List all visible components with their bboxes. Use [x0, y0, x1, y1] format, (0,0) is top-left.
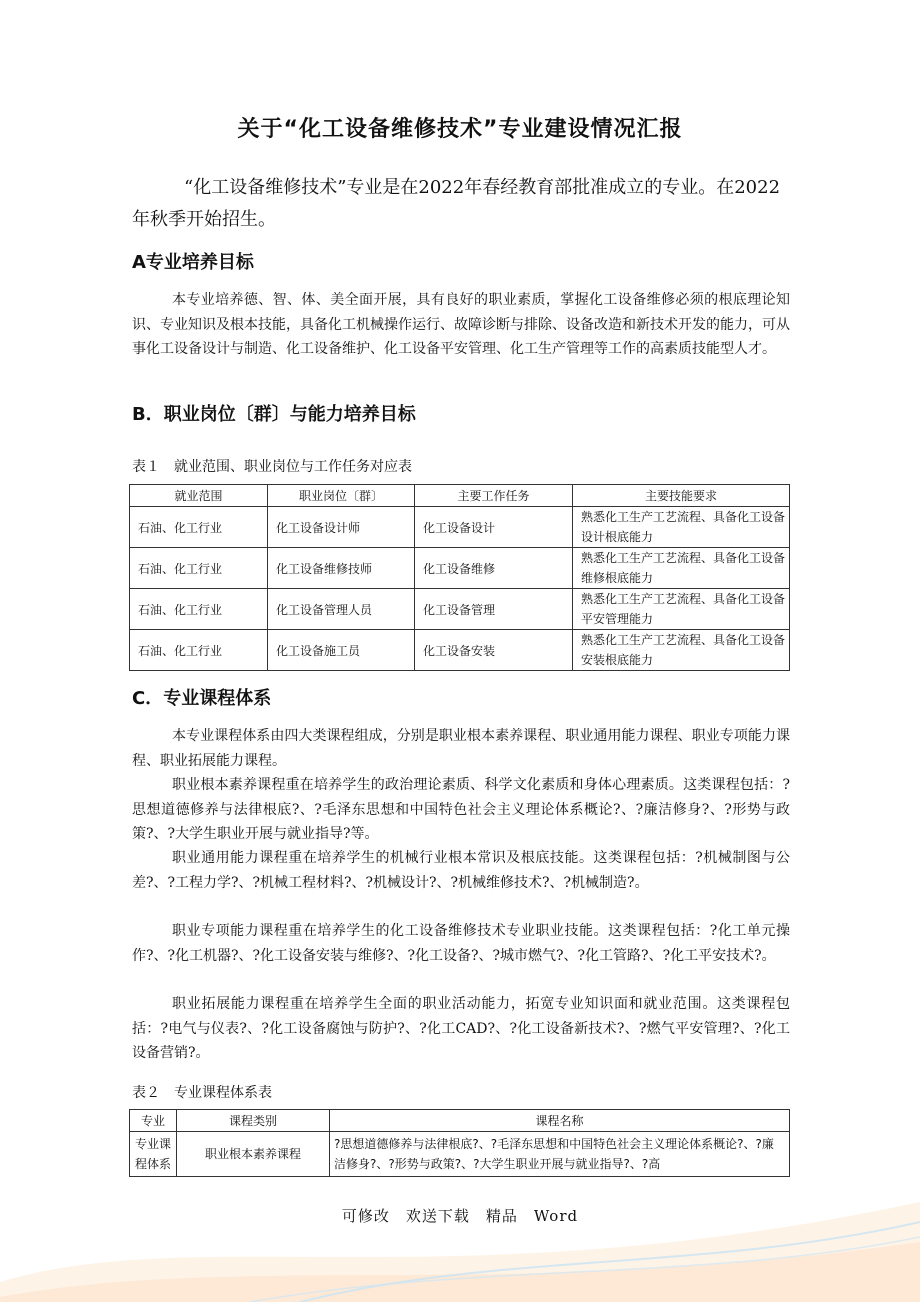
table-cell: 熟悉化工生产工艺流程、具备化工设备维修根底能力: [573, 548, 790, 589]
footer-text: 可修改 欢送下载 精品 Word: [341, 1207, 579, 1225]
table2-caption: 表２ 专业课程体系表: [132, 1085, 272, 1101]
table-header-row: [130, 485, 790, 507]
table-header-cell: 课程名称: [330, 1110, 790, 1132]
intro-paragraph: “化工设备维修技术”专业是在2022年春经教育部批准成立的专业。在2022年秋季开始招生。: [132, 177, 781, 230]
table-header-cell: 职业岗位〔群〕: [268, 485, 415, 507]
table-cell: 熟悉化工生产工艺流程、具备化工设备安装根底能力: [573, 630, 790, 671]
table-header-cell: 主要技能要求: [573, 485, 790, 507]
heading-section-c: C．专业课程体系: [132, 688, 272, 709]
table-cell: 熟悉化工生产工艺流程、具备化工设备平安管理能力: [573, 589, 790, 630]
table-cell: 化工设备设计师: [268, 507, 415, 548]
table-row: [130, 507, 790, 548]
heading-section-b: B．职业岗位〔群〕与能力培养目标: [132, 404, 416, 425]
table-header-cell: 课程类别: [177, 1110, 330, 1132]
table-cell: 化工设备管理: [415, 589, 573, 630]
table-cell: 化工设备施工员: [268, 630, 415, 671]
table-cell: 石油、化工行业: [130, 548, 268, 589]
table1-caption: 表１ 就业范围、职业岗位与工作任务对应表: [132, 459, 412, 475]
table-header-cell: 就业范围: [130, 485, 268, 507]
table-cell: 石油、化工行业: [130, 507, 268, 548]
section-c-paragraph: 职业专项能力课程重在培养学生的化工设备维修技术专业职业技能。这类课程包括：?化工单元操作?、?化工机器?、?化工设备安装与维修?、?化工设备?、?城市燃气?、?化工管路?、?化工平安技术?。: [132, 923, 790, 964]
section-c-paragraph: 本专业课程体系由四大类课程组成，分别是职业根本素养课程、职业通用能力课程、职业专项能力课程、职业拓展能力课程。: [132, 728, 790, 769]
course-system-table: [129, 1109, 790, 1177]
table-row: [130, 589, 790, 630]
employment-table: [129, 484, 790, 671]
section-a-body: 本专业培养德、智、体、美全面开展，具有良好的职业素质，掌握化工设备维修必须的根底理论知识、专业知识及根本技能，具备化工机械操作运行、故障诊断与排除、设备改造和新技术开发的能力，可从事化工设备设计与制造、化工设备维护、化工设备平安管理、化工生产管理等工作的高素质技能型人才。: [132, 292, 790, 357]
table-cell: 化工设备安装: [415, 630, 573, 671]
heading-section-a: A专业培养目标: [132, 252, 254, 273]
decorative-wave-background: [0, 1162, 920, 1302]
table-row: [130, 1132, 790, 1177]
table-header-cell: 专业: [130, 1110, 177, 1132]
section-c-paragraph: 职业通用能力课程重在培养学生的机械行业根本常识及根底技能。这类课程包括：?机械制图与公差?、?工程力学?、?机械工程材料?、?机械设计?、?机械维修技术?、?机械制造?。: [132, 850, 790, 891]
table-cell: 石油、化工行业: [130, 589, 268, 630]
section-c-paragraph: 职业根本素养课程重在培养学生的政治理论素质、科学文化素质和身体心理素质。这类课程包括：?思想道德修养与法律根底?、?毛泽东思想和中国特色社会主义理论体系概论?、?廉洁修身?、?形势与政策?、?大学生职业开展与就业指导?等。: [132, 777, 790, 842]
table-header-cell: 主要工作任务: [415, 485, 573, 507]
table-cell: 熟悉化工生产工艺流程、具备化工设备设计根底能力: [573, 507, 790, 548]
table-cell: 石油、化工行业: [130, 630, 268, 671]
table-cell: 化工设备管理人员: [268, 589, 415, 630]
table-row: [130, 630, 790, 671]
table-cell: 专业课程体系: [130, 1132, 177, 1177]
table-cell: 化工设备维修技师: [268, 548, 415, 589]
table-cell: 化工设备维修: [415, 548, 573, 589]
table-header-row: [130, 1110, 790, 1132]
table-row: [130, 548, 790, 589]
table-cell: ?思想道德修养与法律根底?、?毛泽东思想和中国特色社会主义理论体系概论?、?廉洁修身?、?形势与政策?、?大学生职业开展与就业指导?、?高: [330, 1132, 790, 1177]
document-title: 关于“化工设备维修技术”专业建设情况汇报: [237, 117, 683, 142]
table-cell: 职业根本素养课程: [177, 1132, 330, 1177]
section-c-paragraph: 职业拓展能力课程重在培养学生全面的职业活动能力，拓宽专业知识面和就业范围。这类课程包括：?电气与仪表?、?化工设备腐蚀与防护?、?化工CAD?、?化工设备新技术?、?燃气平安管理?、?化工设备营销?。: [132, 996, 790, 1061]
table-cell: 化工设备设计: [415, 507, 573, 548]
